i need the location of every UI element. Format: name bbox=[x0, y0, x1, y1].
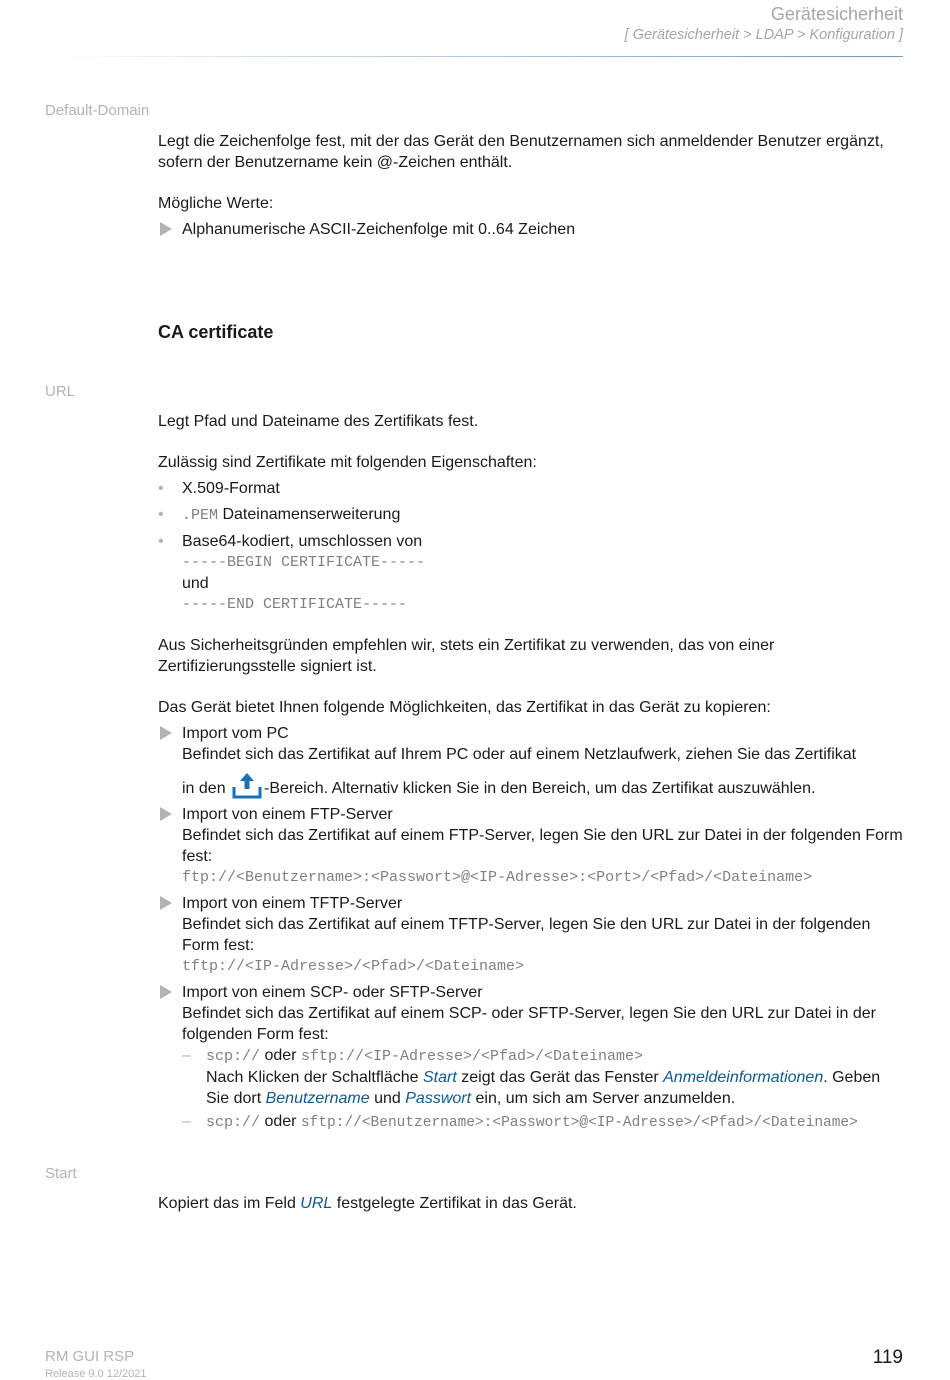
start-desc bbox=[158, 1193, 906, 1214]
import-scp-desc: Befindet sich das Zertifikat auf einem SCP- oder SFTP-Server, legen Sie den URL zur Datei in der folgenden Form fest: bbox=[182, 1005, 876, 1043]
import-ftp-desc: Befindet sich das Zertifikat auf einem FTP-Server, legen Sie den URL zur Datei in der folgenden Form fest: bbox=[182, 827, 903, 865]
note-text: und bbox=[369, 1090, 406, 1107]
param-label-url: URL bbox=[45, 383, 76, 400]
list-item bbox=[158, 531, 906, 615]
url-field-ref: URL bbox=[300, 1195, 333, 1212]
header-title: Gerätesicherheit bbox=[770, 4, 903, 24]
allowed-intro: Zulässig sind Zertifikate mit folgenden Eigenschaften: bbox=[158, 454, 537, 471]
bullet-dot-icon: • bbox=[158, 533, 164, 550]
scp-option-1-note bbox=[206, 1067, 906, 1109]
triangle-right-icon bbox=[160, 726, 172, 740]
triangle-right-icon bbox=[160, 807, 172, 821]
page-number: 119 bbox=[872, 1347, 903, 1368]
import-pc-desc-1: Befindet sich das Zertifikat auf Ihrem PC oder auf einem Netzlaufwerk, ziehen Sie das Zertifikat bbox=[182, 746, 857, 763]
sftp-code: sftp://<Benutzername>:<Passwort>@<IP-Adresse>/<Pfad>/<Dateiname> bbox=[300, 1115, 858, 1131]
section-heading-ca-certificate: CA certificate bbox=[158, 322, 274, 342]
list-item bbox=[158, 478, 906, 499]
possible-values-intro: Mögliche Werte: bbox=[158, 195, 274, 212]
param-label-default-domain: Default-Domain bbox=[45, 102, 150, 119]
footer-doc-name: RM GUI RSP bbox=[45, 1348, 135, 1365]
oder-text: oder bbox=[260, 1113, 301, 1130]
scp-option-1-url bbox=[206, 1045, 906, 1067]
default-domain-description bbox=[158, 131, 906, 240]
credentials-window-ref: Anmeldeinformationen bbox=[663, 1069, 824, 1086]
bullet-dot-icon: • bbox=[158, 506, 164, 523]
scp-code: scp:// bbox=[206, 1048, 261, 1065]
upload-icon bbox=[232, 771, 262, 799]
security-note: Aus Sicherheitsgründen empfehlen wir, stets ein Zertifikat zu verwenden, das von einer Zertifizierungsstelle signiert ist. bbox=[158, 637, 775, 675]
triangle-right-icon bbox=[160, 985, 172, 999]
bullet-dot-icon: • bbox=[158, 480, 164, 497]
start-text: festgelegte Zertifikat in das Gerät. bbox=[332, 1195, 577, 1212]
dash-bullet-icon: – bbox=[182, 1113, 191, 1130]
import-tftp-title: Import von einem TFTP-Server bbox=[182, 895, 403, 912]
import-pc-text: in den bbox=[182, 780, 231, 797]
password-field-ref: Passwort bbox=[405, 1090, 472, 1107]
oder-text: oder bbox=[260, 1047, 301, 1064]
begin-certificate-code: -----BEGIN CERTIFICATE----- bbox=[182, 554, 426, 571]
import-tftp-desc: Befindet sich das Zertifikat auf einem TFTP-Server, legen Sie den URL zur Datei in der folgenden Form fest: bbox=[182, 916, 871, 954]
import-pc-desc-2 bbox=[182, 771, 906, 799]
sftp-code: sftp://<IP-Adresse>/<Pfad>/<Dateiname> bbox=[300, 1048, 643, 1065]
tftp-url-code: tftp://<IP-Adresse>/<Pfad>/<Dateiname> bbox=[182, 958, 525, 975]
note-text: Nach Klicken der Schaltfläche bbox=[206, 1069, 423, 1086]
url-desc: Legt Pfad und Dateiname des Zertifikats fest. bbox=[158, 413, 479, 430]
list-item-import-ftp bbox=[158, 804, 906, 888]
list-item bbox=[158, 219, 906, 240]
possible-value: Alphanumerische ASCII-Zeichenfolge mit 0..64 Zeichen bbox=[182, 221, 576, 238]
note-text: ein, um sich am Server anzumelden. bbox=[471, 1090, 736, 1107]
note-text: . Geben Sie dort bbox=[206, 1069, 881, 1107]
dash-bullet-icon: – bbox=[182, 1047, 191, 1064]
list-item-import-scp bbox=[158, 982, 906, 1134]
triangle-right-icon bbox=[160, 222, 172, 236]
list-item bbox=[158, 504, 906, 526]
end-certificate-code: -----END CERTIFICATE----- bbox=[182, 596, 408, 613]
triangle-right-icon bbox=[160, 896, 172, 910]
list-item-scp-option-1 bbox=[182, 1045, 906, 1109]
default-domain-desc: Legt die Zeichenfolge fest, mit der das Gerät den Benutzernamen sich anmeldender Benutzer ergänzt, sofern der Benutzername kein @-Zeichen enthält. bbox=[158, 133, 884, 171]
cert-property: Base64-kodiert, umschlossen von bbox=[182, 533, 423, 550]
header-divider bbox=[56, 56, 903, 57]
pem-extension-code: .PEM bbox=[182, 507, 219, 524]
footer-release: Release 9.0 12/2021 bbox=[45, 1368, 147, 1380]
breadcrumb: [ Gerätesicherheit > LDAP > Konfiguration ] bbox=[624, 27, 903, 43]
cert-property: X.509-Format bbox=[182, 480, 280, 497]
start-description bbox=[158, 1193, 906, 1214]
list-item-scp-option-2 bbox=[182, 1111, 906, 1134]
import-pc-title: Import vom PC bbox=[182, 725, 289, 742]
list-item-import-tftp bbox=[158, 893, 906, 977]
start-text: Kopiert das im Feld bbox=[158, 1195, 301, 1212]
import-scp-title: Import von einem SCP- oder SFTP-Server bbox=[182, 984, 483, 1001]
note-text: zeigt das Gerät das Fenster bbox=[456, 1069, 664, 1086]
username-field-ref: Benutzername bbox=[265, 1090, 370, 1107]
param-label-start: Start bbox=[45, 1165, 77, 1182]
options-intro: Das Gerät bietet Ihnen folgende Möglichkeiten, das Zertifikat in das Gerät zu kopieren: bbox=[158, 699, 771, 716]
list-item-import-pc bbox=[158, 723, 906, 799]
und-text: und bbox=[182, 575, 209, 592]
import-ftp-title: Import von einem FTP-Server bbox=[182, 806, 393, 823]
start-button-ref: Start bbox=[423, 1069, 457, 1086]
url-description bbox=[158, 411, 906, 1134]
ftp-url-code: ftp://<Benutzername>:<Passwort>@<IP-Adresse>:<Port>/<Pfad>/<Dateiname> bbox=[182, 869, 813, 886]
cert-property: Dateinamenserweiterung bbox=[218, 506, 401, 523]
scp-code: scp:// bbox=[206, 1114, 261, 1131]
import-pc-text: -Bereich. Alternativ klicken Sie in den Bereich, um das Zertifikat auszuwählen. bbox=[264, 780, 816, 797]
